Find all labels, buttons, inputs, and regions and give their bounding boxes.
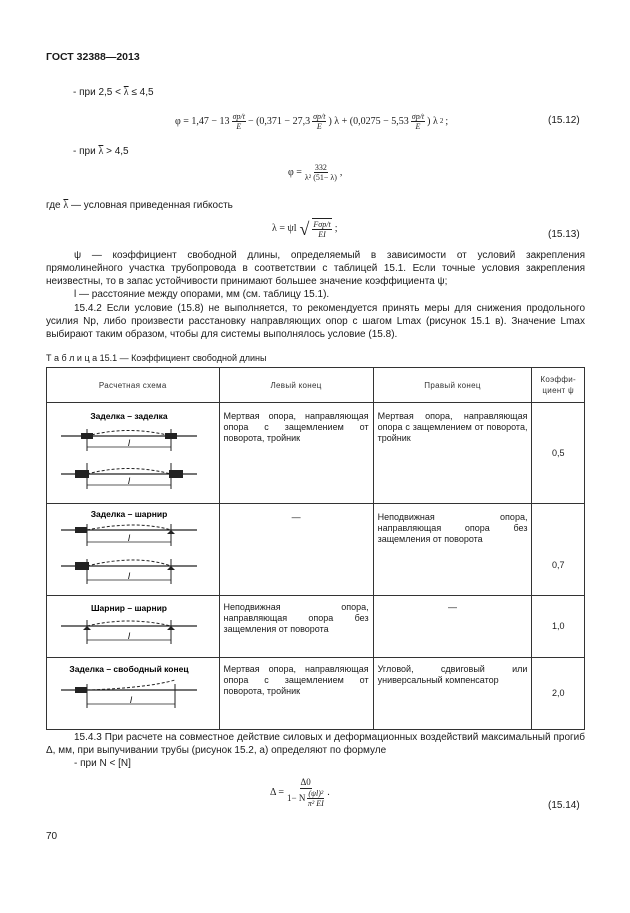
paragraph-15-4-2: 15.4.2 Если условие (15.8) не выполняется, то рекомендуется принять меры для снижения продольного усилия Np, либо произвести расстановку направляющих опор с шагом Lmax (рисунок 15.1 в). Значение Lmax выбирают таким образом, чтобы для системы выполнялось условие (15.8). (46, 303, 585, 340)
formula-lhs: φ = 1,47 − 13 (175, 115, 230, 127)
header-right-end: Правый конец (373, 368, 532, 403)
svg-text:Заделка – свободный конец: Заделка – свободный конец (69, 664, 189, 674)
scheme-cell (47, 658, 220, 730)
where-lambda-line (46, 199, 233, 212)
right-end-cell: — (373, 596, 532, 658)
svg-text:l: l (128, 438, 130, 448)
right-end-cell: Мертвая опора, направляющая опора с защемлением от поворота, тройник (373, 403, 532, 504)
condition-tail: ≤ 4,5 (131, 87, 154, 98)
lambda-symbol: $\overline{\lambda}$ (98, 146, 104, 157)
scheme-cell (47, 403, 220, 504)
coefficient-cell: 1,0 (532, 596, 585, 658)
table-row (47, 504, 585, 596)
left-end-cell: — (219, 504, 373, 596)
svg-text:Шарнир – шарнир: Шарнир – шарнир (90, 603, 168, 613)
condition-line-1 (73, 86, 154, 99)
equation-number-15-14: (15.14) (548, 800, 580, 811)
where-text: где (46, 200, 61, 211)
left-end-cell: Мертвая опора, направляющая опора с защемлением от поворота, тройник (219, 403, 373, 504)
coefficient-table (46, 367, 585, 730)
lambda-symbol: $\overline{\lambda}$ (123, 87, 129, 98)
scheme-title: Заделка – заделка (90, 411, 168, 421)
l-definition: l — расстояние между опорами, мм (см. таблицу 15.1). (74, 289, 330, 300)
where-tail: — условная приведенная гибкость (71, 200, 233, 211)
fraction-numerator: 332 (314, 163, 327, 172)
formula-part2: − (0,371 − 27,3 (247, 115, 311, 127)
right-end-cell: Угловой, сдвиговый или универсальный компенсатор (373, 658, 532, 730)
table-header-row (47, 368, 585, 403)
scheme-cell (47, 504, 220, 596)
scheme-diagram-hinge-hinge (47, 596, 211, 654)
coefficient-cell: 0,5 (532, 403, 585, 504)
equation-number-15-13: (15.13) (548, 229, 580, 240)
coefficient-cell: 0,7 (532, 504, 585, 596)
fraction-denominator: E (236, 121, 242, 131)
coefficient-cell: 2,0 (532, 658, 585, 730)
condition-lead: - при (73, 146, 96, 157)
left-end-cell: Неподвижная опора, направляющая опора без защемления от поворота (219, 596, 373, 658)
formula-tail: ; (334, 223, 338, 234)
svg-text:l: l (128, 476, 130, 486)
scheme-diagram-fixed-fixed (47, 403, 211, 500)
fraction-numerator: σp/t (411, 111, 425, 121)
formula-lhs: Δ = (270, 787, 285, 798)
right-end-cell: Неподвижная опора, направляющая опора без защемления от поворота (373, 504, 532, 596)
scheme-cell (47, 596, 220, 658)
svg-text:Заделка – шарнир: Заделка – шарнир (90, 509, 168, 519)
formula-lhs: λ = ψl (272, 223, 297, 234)
condition-n: - при N < [N] (74, 758, 131, 769)
fraction-numerator: Fσp/t (313, 220, 331, 229)
table-row (47, 403, 585, 504)
fraction (312, 112, 326, 131)
lambda-symbol: $\overline{\lambda}$ (63, 200, 69, 211)
fraction-numerator: σp/t (313, 111, 326, 121)
formula-tail: . (327, 787, 330, 798)
fraction-numerator: Δ0 (300, 777, 311, 787)
formula-15-12: φ = 1,47 − 13 $\frac{\sigma p/t}{E}$ − (0,371 − 27,3 $\frac{\sigma p/t}{E}$ ) λ + (0,0275 − 5,53 $\frac{\sigma p/t}{E}$ ) λ 2 ; (175, 111, 449, 131)
sqrt-icon: √ (299, 218, 310, 239)
fraction (305, 163, 337, 182)
inner-denominator: π² EI (307, 799, 324, 808)
condition-line-2 (73, 145, 129, 158)
header-left-end: Левый конец (219, 368, 373, 403)
fraction-denominator: E (316, 121, 322, 131)
formula-part4: ) λ (427, 115, 438, 127)
inner-fraction (307, 789, 324, 808)
main-fraction (287, 777, 324, 808)
table-row (47, 658, 585, 730)
denominator-prefix: 1− N (287, 793, 306, 803)
condition-tail: > 4,5 (106, 146, 129, 157)
formula-lhs: φ = (288, 167, 302, 178)
scheme-diagram-fixed-hinge (47, 504, 211, 592)
svg-text:l: l (128, 631, 130, 641)
left-end-cell: Мертвая опора, направляющая опора с защемлением от поворота, тройник (219, 658, 373, 730)
fraction-denominator (287, 789, 324, 808)
formula-15-14 (270, 777, 330, 808)
formula-lambda-gt-4-5: φ = $\frac{332}{\text{λ² (51− λ)}}$ , (288, 163, 343, 182)
table-row (47, 596, 585, 658)
condition-lead: - при 2,5 < (73, 87, 121, 98)
radical-fraction (312, 218, 331, 239)
document-header: ГОСТ 32388—2013 (46, 51, 140, 63)
formula-15-13 (272, 218, 337, 239)
psi-definition: ψ — коэффициент свободной длины, определяемый в зависимости от условий закрепления прямолинейного участка трубопровода в соответствии с таблицей 15.1. Если точные условия закрепления неизвестны, то в запас устойчивости принимают большее значение коэффициента ψ; (46, 250, 585, 287)
svg-text:l: l (130, 695, 132, 705)
header-coefficient: Коэффи-циент ψ (532, 368, 585, 403)
paragraph-15-4-3: 15.4.3 При расчете на совместное действие силовых и деформационных воздействий максимальный прогиб Δ, мм, при выпучивании трубы (рисунок 15.2, а) определяют по формуле (46, 732, 585, 756)
svg-text:l: l (128, 571, 130, 581)
fraction-denominator: E (415, 121, 421, 131)
formula-part3: ) λ + (0,0275 − 5,53 (328, 115, 409, 127)
fraction-denominator: λ² (51− λ) (304, 173, 337, 182)
svg-text:l: l (128, 533, 130, 543)
scheme-diagram-fixed-free (47, 658, 211, 726)
page-number: 70 (46, 831, 58, 842)
header-scheme: Расчетная схема (47, 368, 220, 403)
equation-number-15-12: (15.12) (548, 115, 580, 126)
fraction-numerator: σp/t (232, 111, 245, 121)
fraction (232, 112, 246, 131)
fraction-denominator: EI (318, 230, 326, 239)
inner-numerator: (ψl)² (308, 789, 324, 798)
table-caption: Т а б л и ц а 15.1 — Коэффициент свободной длины (46, 353, 267, 363)
fraction (411, 112, 425, 131)
